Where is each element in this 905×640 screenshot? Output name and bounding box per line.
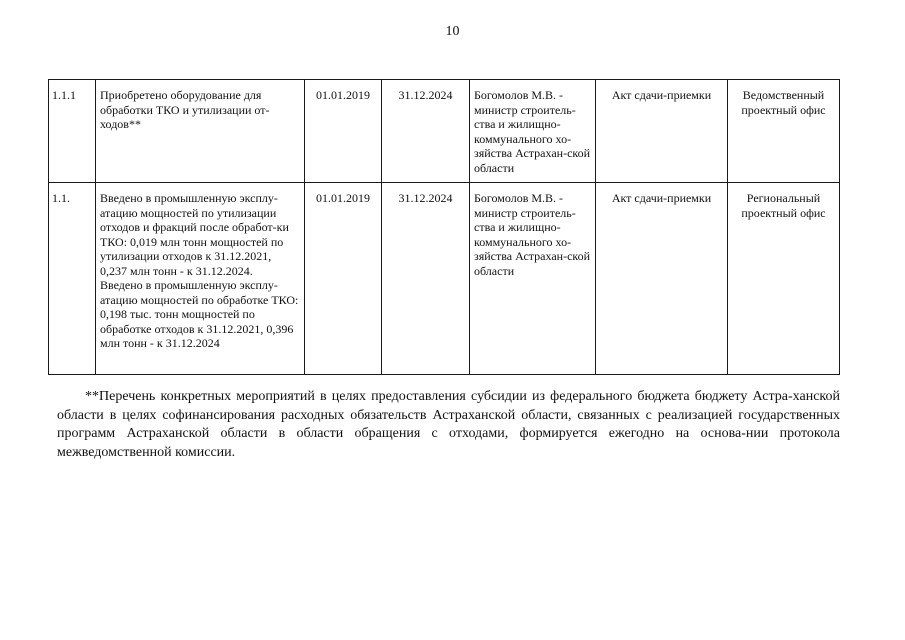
table-row (49, 183, 840, 375)
responsible-cell: Богомолов М.В. - министр строитель-ства и жилищно-коммунального хо-зяйства Астрахан-ской области (470, 80, 596, 183)
level-cell: Региональный проектный офис (728, 183, 840, 375)
responsible-cell: Богомолов М.В. - министр строитель-ства и жилищно-коммунального хо-зяйства Астрахан-ской области (470, 183, 596, 375)
row-number-cell: 1.1.1 (49, 80, 96, 183)
document-cell: Акт сдачи-приемки (596, 183, 728, 375)
start-date-cell: 01.01.2019 (305, 80, 382, 183)
end-date-cell: 31.12.2024 (382, 183, 470, 375)
end-date-cell: 31.12.2024 (382, 80, 470, 183)
level-cell: Ведомственный проектный офис (728, 80, 840, 183)
document-cell: Акт сдачи-приемки (596, 80, 728, 183)
result-cell: Приобретено оборудование для обработки ТКО и утилизации от-ходов** (96, 80, 305, 183)
result-cell: Введено в промышленную эксплу-атацию мощностей по утилизации отходов и фракций после обработ-ки ТКО: 0,019 млн тонн мощностей по утилизации отходов к 31.12.2021, 0,237 млн тонн - к 31.12.2024. Введено в промышленную эксплу-атацию мощностей по обработке ТКО: 0,198 тыс. тонн мощностей по обработке отходов к 31.12.2021, 0,396 млн тонн - к 31.12.2024 (96, 183, 305, 375)
row-number-cell: 1.1. (49, 183, 96, 375)
table-row (49, 80, 840, 183)
footnote: **Перечень конкретных мероприятий в целях предоставления субсидии из федерального бюджета бюджету Астра-ханской области в целях софинансирования расходных обязательств Астраханской области, связанных с реализацией государственных программ Астраханской области в области обращения с отходами, формируется ежегодно на основа-нии протокола межведомственной комиссии. (57, 389, 840, 460)
start-date-cell: 01.01.2019 (305, 183, 382, 375)
activities-table (48, 79, 840, 375)
page-number: 10 (445, 24, 460, 39)
